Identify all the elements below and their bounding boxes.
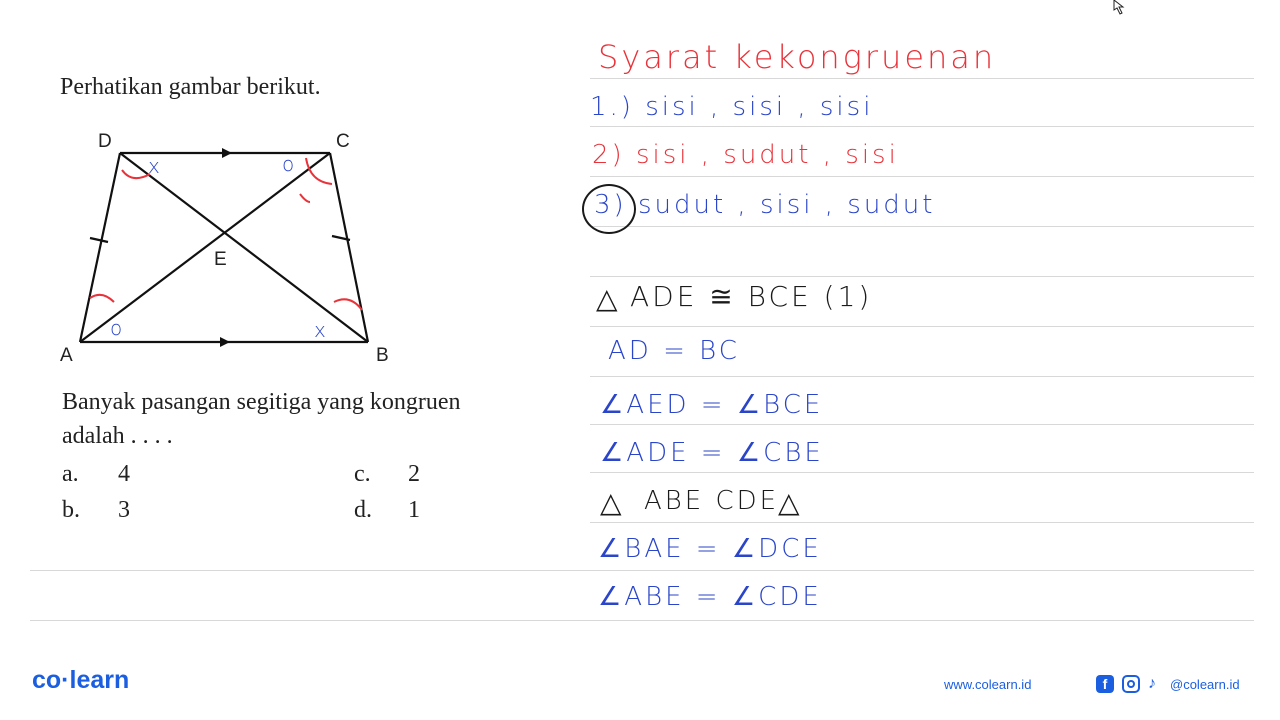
cursor-icon: [1112, 0, 1130, 18]
equation-aed-bce: ∠AED = ∠BCE: [600, 390, 824, 420]
option-b-value: 3: [118, 497, 130, 523]
social-handle[interactable]: @colearn.id: [1170, 677, 1240, 692]
option-b-key: b.: [62, 497, 80, 523]
triangle-icon-1: △: [596, 282, 621, 315]
point-label-b: B: [376, 345, 389, 366]
tiktok-icon[interactable]: ♪: [1148, 675, 1156, 692]
point-label-a: A: [60, 345, 73, 366]
equation-abe-cde: ∠ABE = ∠CDE: [598, 582, 822, 612]
option-c-key: c.: [354, 461, 371, 487]
colearn-logo[interactable]: co·learn: [32, 666, 130, 694]
option-d-value: 1: [408, 497, 420, 523]
triangle-icon-3: △: [778, 486, 803, 519]
trapezoid-figure: [70, 122, 490, 382]
rule-3: 3) sudut , sisi , sudut: [594, 190, 936, 220]
rule-2: 2) sisi , sudut , sisi: [592, 140, 899, 170]
angle-mark-x-b: x: [314, 318, 329, 342]
point-label-d: D: [98, 131, 112, 152]
question-text-line2: adalah . . . .: [62, 423, 173, 449]
option-d-key: d.: [354, 497, 372, 523]
option-c-value: 2: [408, 461, 420, 487]
equation-ade-cbe: ∠ADE = ∠CBE: [600, 438, 824, 468]
angle-mark-o-c: o: [282, 152, 298, 176]
angle-mark-x-d: x: [148, 154, 163, 178]
point-label-e: E: [214, 249, 227, 270]
option-a-value: 4: [118, 461, 130, 487]
website-link[interactable]: www.colearn.id: [944, 677, 1032, 692]
point-label-c: C: [336, 131, 350, 152]
facebook-icon[interactable]: f: [1096, 675, 1114, 693]
equation-ad-bc: AD = BC: [608, 336, 740, 366]
triangle-icon-2: △: [600, 486, 625, 519]
option-a-key: a.: [62, 461, 79, 487]
notes-heading: Syarat kekongruenan: [598, 38, 997, 76]
triangle-pair: ABE CDE: [644, 486, 780, 516]
question-instruction: Perhatikan gambar berikut.: [60, 74, 321, 100]
instagram-icon[interactable]: [1122, 675, 1140, 693]
congruence-statement: ADE ≅ BCE (1): [630, 280, 873, 313]
equation-bae-dce: ∠BAE = ∠DCE: [598, 534, 822, 564]
rule-1: 1.) sisi , sisi , sisi: [590, 92, 874, 122]
question-text-line1: Banyak pasangan segitiga yang kongruen: [62, 389, 461, 415]
angle-mark-o-a: o: [110, 316, 126, 340]
